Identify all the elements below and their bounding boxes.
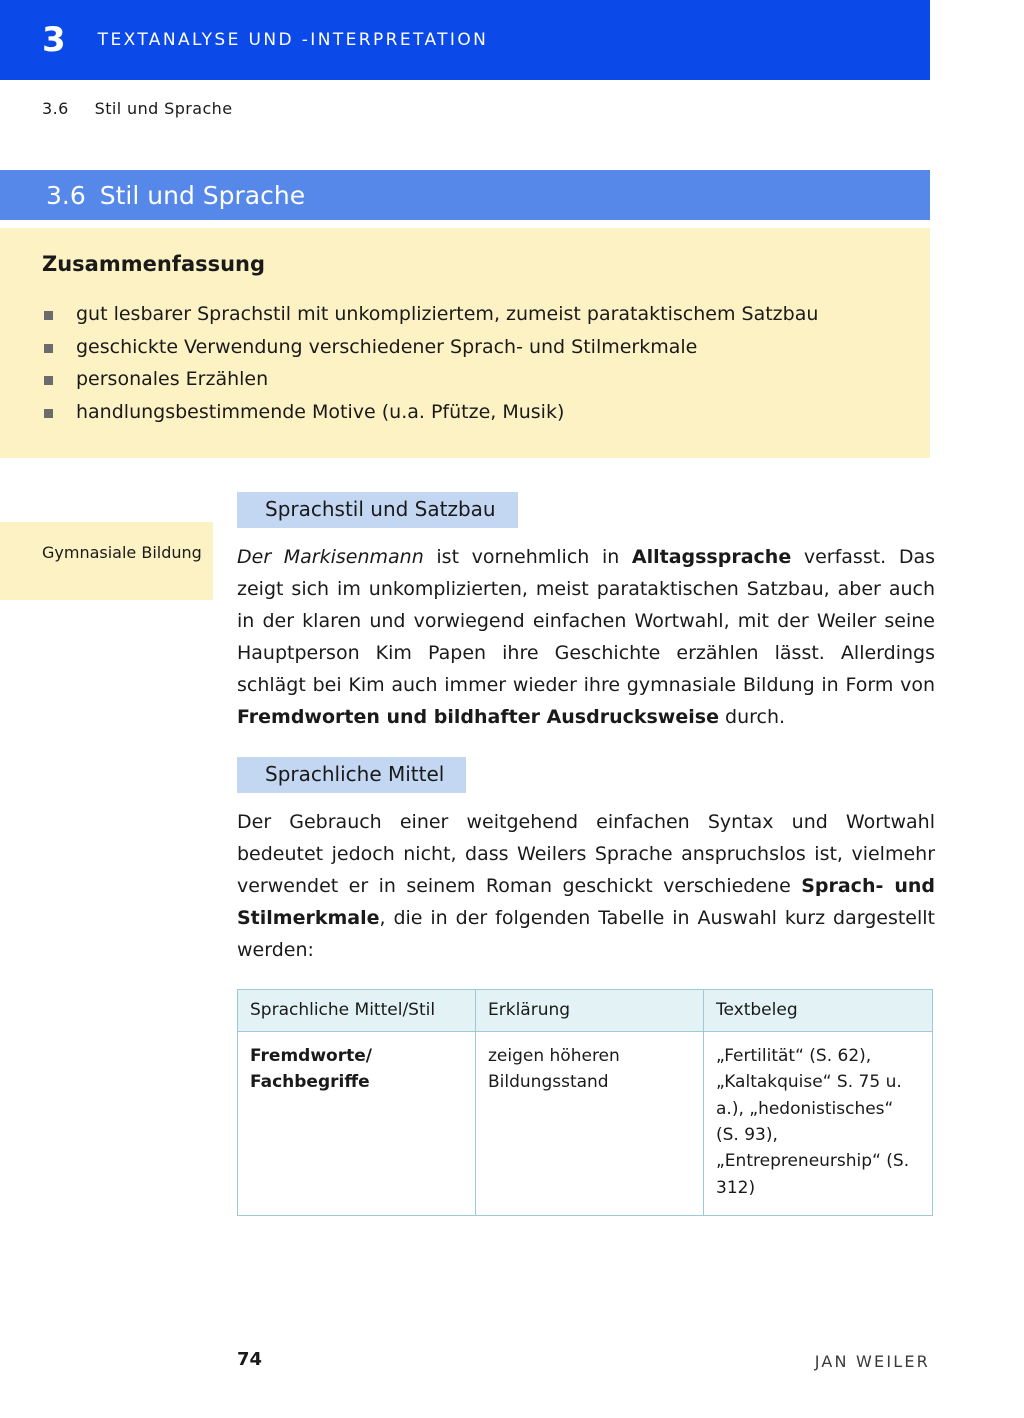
section-number: 3.6 [46,180,86,210]
subheading-sprachstil: Sprachstil und Satzbau [237,492,518,528]
summary-box [0,228,930,458]
paragraph-sprachliche-mittel [237,807,935,967]
book-title-italic: Der Markisenmann [237,546,424,568]
running-head [42,99,232,118]
table-cell-erklaerung: zeigen höheren Bildungsstand [476,1031,704,1215]
summary-list [0,298,930,429]
summary-title: Zusammenfassung [42,252,266,276]
chapter-number: 3 [42,20,66,60]
section-header-bar [0,170,930,220]
table-cell-mittel: Fremdworte/ Fachbegriffe [238,1031,476,1215]
paragraph-text: Der Gebrauch einer weitgehend einfachen Syntax und Wortwahl bedeutet jedoch nicht, dass Weilers Sprache anspruchslos ist, vielmehr verwendet er in seinem Roman geschickt verschiedene [237,811,935,898]
subheading-sprachliche-mittel: Sprachliche Mittel [237,757,466,793]
list-item [42,298,890,331]
table-header-mittel: Sprachliche Mittel/Stil [238,989,476,1031]
paragraph-text: durch. [718,705,786,728]
margin-note: Gymnasiale Bildung [0,522,213,600]
list-item [42,363,890,396]
paragraph-text: , die in der folgenden Tabelle in Auswahl kurz dargestellt werden: [237,907,935,962]
table-header-erklaerung: Erklärung [476,989,704,1031]
paragraph-text: verfasst. Das zeigt sich im unkomplizierten, meist parataktischen Satzbau, aber auch in der klaren und vorwiegend einfachen Wortwahl, mit der Weiler seine Hauptperson Kim Papen ihre Geschichte erzählen lässt. Allerdings schlägt bei Kim auch immer wieder ihre gymnasiale Bildung in Form von [237,546,936,696]
sprachliche-mittel-table [237,989,933,1216]
table-cell-textbeleg: „Fertilität“ (S. 62), „Kaltakquise“ S. 75 u. a.), „hedonistisches“ (S. 93), „Entrepreneurship“ (S. 312) [704,1031,933,1215]
square-bullet-icon [44,344,53,353]
footer-author: JAN WEILER [814,1352,930,1371]
section-title: Stil und Sprache [99,180,306,210]
bold-alltagssprache: Alltagssprache [631,546,792,568]
bold-fremdworten: Fremdworten und bildhafter Ausdrucksweise [237,705,719,728]
table-header-textbeleg: Textbeleg [704,989,933,1031]
summary-item-text: personales Erzählen [76,368,269,391]
table-header-row [238,989,933,1031]
table-row [238,1031,933,1215]
list-item [42,396,890,429]
summary-item-text: handlungsbestimmende Motive (u.a. Pfütze, Musik) [76,401,565,424]
running-head-title: Stil und Sprache [94,99,233,118]
chapter-title: TEXTANALYSE UND -INTERPRETATION [97,30,489,50]
square-bullet-icon [44,376,53,385]
summary-item-text: geschickte Verwendung verschiedener Sprach- und Stilmerkmale [76,335,698,358]
paragraph-text: ist vornehmlich in [423,546,632,568]
page-number: 74 [237,1349,263,1370]
square-bullet-icon [44,311,53,320]
running-head-number: 3.6 [42,99,69,118]
chapter-banner [0,0,930,80]
paragraph-sprachstil [237,542,935,733]
main-content [237,492,935,1216]
list-item [42,331,890,364]
square-bullet-icon [44,409,53,418]
summary-item-text: gut lesbarer Sprachstil mit unkompliziertem, zumeist parataktischem Satzbau [76,303,819,325]
bold-sprachmerkmale: Sprach- und Stilmerkmale [237,875,936,930]
